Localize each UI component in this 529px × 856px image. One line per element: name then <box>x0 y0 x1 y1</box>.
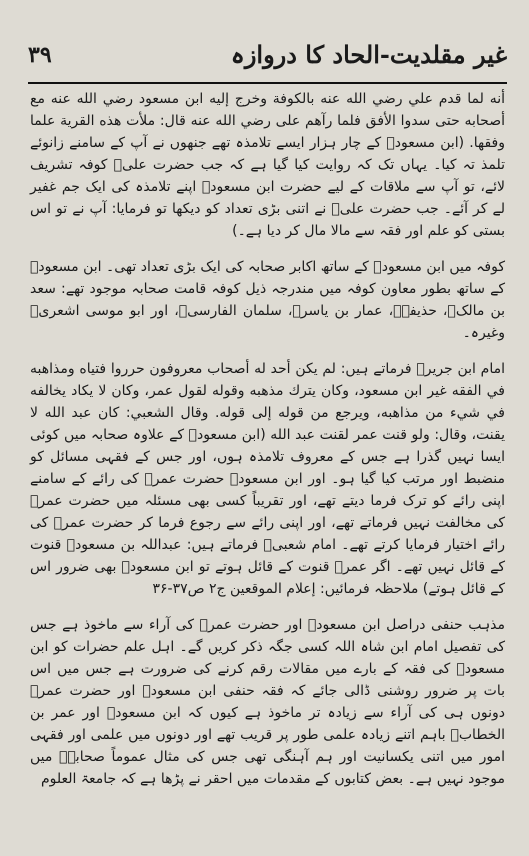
paragraph-1: أنه لما قدم علي رضي الله عنه بالكوفة وخرج إليه ابن مسعود رضي الله عنه مع أصحابه حتى سدوا الأفق فلما رآهم على رضي الله عنه قال: ملأت هذه القرية علما وفقها. (ابن مسعودؓ کے چار ہزار ایسے تلامذہ تھے جنھوں نے آپ کے سامنے زانوئے تلمذ تہ کیا۔ یہاں تک کہ روایت کیا گیا ہے کہ جب حضرت علیؓ کوفہ تشریف لائے، تو آپ سے ملاقات کے لیے حضرت ابن مسعودؓ اپنے تلامذہ کی ایک جم غفیر لے کر آئے۔ جب حضرت علیؓ نے اتنی بڑی تعداد کو دیکھا تو فرمایا: آپ نے تو اس بستی کو علم اور فقہ سے مالا مال کر دیا ہے۔) <box>30 91 505 239</box>
paragraph-2: کوفہ میں ابن مسعودؓ کے ساتھ اکابر صحابہ کی ایک بڑی تعداد تھی۔ ابن مسعودؓ کے ساتھ بطور معاون کوفہ میں مندرجہ ذیل کوفہ قامت صحابہ موجود تھے: سعد بن مالکؓ، حذیفہؓ، عمار بن یاسرؓ، سلمان الفارسیؓ، اور ابو موسی اشعریؓ وغیرہ۔ <box>30 259 505 341</box>
paragraph-3: امام ابن جریرؒ فرماتے ہیں: لم يكن أحد له أصحاب معروفون حرروا فتياه ومذاهبه في الفقه غير ابن مسعود، وكان يترك مذهبه وقوله لقول عمر، وكان لا يكاد يخالفه في شيء من مذاهبه، ويرجع من قوله إلى قوله. وقال الشعبي: كان عبد الله لا يقنت، وقال: ولو قنت عمر لقنت عبد الله (ابن مسعودؓ کے علاوہ صحابہ میں کوئی ایسا نہیں گذرا ہے جس کے معروف تلامذہ ہوں، اور جس کے فقہی مسائل کو منضبط اور مرتب کیا گیا ہو۔ اور ابن مسعودؓ حضرت عمرؓ کی رائے کے سامنے اپنی رائے کو ترک فرما دیتے تھے، اور تقریباً کسی بھی مسئلہ میں حضرت عمرؓ کی مخالفت نہیں فرماتے تھے، اور اپنی رائے سے رجوع فرما کر حضرت عمرؓ کی رائے اختیار فرمایا کرتے تھے۔ امام شعبیؒ فرماتے ہیں: عبداللہ بن مسعودؓ قنوت کے قائل نہیں تھے۔ اگر عمرؓ قنوت کے قائل ہوتے تو ابن مسعودؓ بھی ضرور اس کے قائل ہوتے) ملاحظہ فرمائیں: إعلام الموقعين ج۲ ص۳۷-۳۶ <box>30 361 505 597</box>
paragraph-gap <box>30 348 505 358</box>
page-body <box>30 88 505 794</box>
page-number: ۳۹ <box>28 42 52 68</box>
header-rule <box>28 82 507 84</box>
running-title: غیر مقلدیت-الحاد کا دروازہ <box>230 40 507 69</box>
page-header <box>28 34 507 78</box>
paragraph-4: مذہب حنفی دراصل ابن مسعودؓ اور حضرت عمرؓ کی آراء سے ماخوذ ہے جس کی تفصیل امام ابن شاہ اللہ کسی جگہ ذکر کریں گے۔ اہل علم حضرات کو ابن مسعودؓ کی فقہ کے بارے میں مقالات رقم کرنے کی ضرورت ہے جس میں اس بات پر ضرور روشنی ڈالی جائے کہ فقہ حنفی ابن مسعودؓ اور حضرت عمرؓ دونوں ہی کی آراء سے زیادہ تر ماخوذ ہے کیوں کہ ابن مسعودؓ اور عمر بن الخطابؓ باہم اتنے زیادہ علمی طور پر قریب تھے اور دونوں میں علمی اور فقہی امور میں اتنی یکسانیت اور ہم آہنگی تھی جس کی مثال عموماً صحابہؓ میں موجود نہیں ہے۔ بعض کتابوں کے مقدمات میں احقر نے پڑھا ہے کہ جامعۃ العلوم <box>30 617 505 787</box>
paragraph-gap <box>30 246 505 256</box>
paragraph-gap <box>30 604 505 614</box>
